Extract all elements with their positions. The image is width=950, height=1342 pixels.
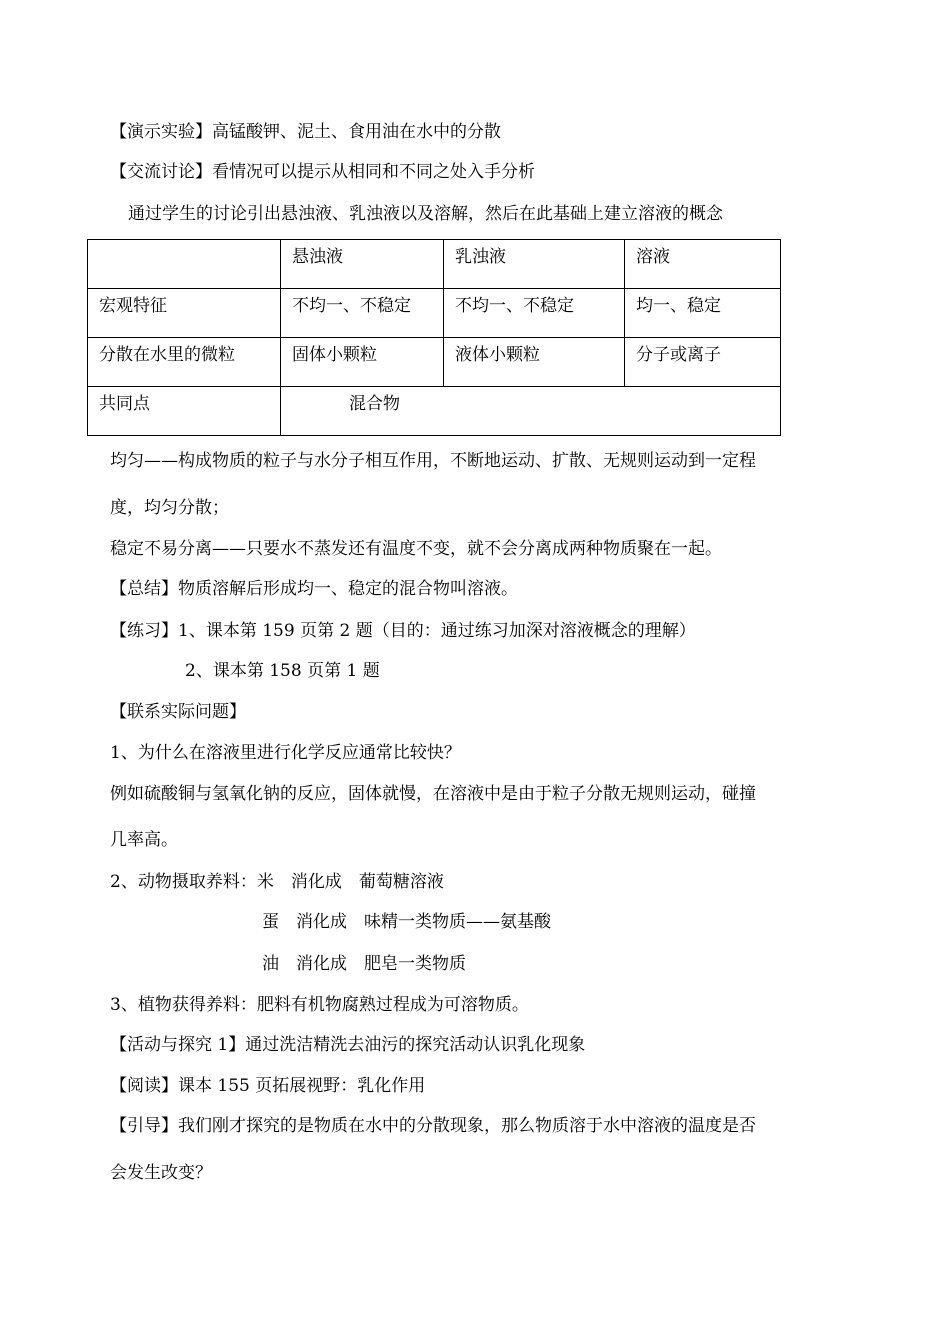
discussion-line: 【交流讨论】看情况可以提示从相同和不同之处入手分析	[110, 162, 535, 182]
question-1: 1、为什么在溶液里进行化学反应通常比较快？	[110, 743, 461, 763]
table-header-cell	[88, 240, 281, 289]
table-row	[88, 338, 781, 387]
question-2-oil: 油 消化成 肥皂一类物质	[262, 954, 466, 974]
comparison-table	[87, 239, 781, 436]
stable-line: 稳定不易分离——只要水不蒸发还有温度不变，就不会分离成两种物质聚在一起。	[110, 539, 722, 559]
question-2-egg: 蛋 消化成 味精一类物质——氨基酸	[262, 912, 551, 932]
table-cell: 分子或离子	[625, 338, 781, 387]
table-row	[88, 387, 781, 436]
exercise-line: 【练习】1、课本第 159 页第 2 题（目的：通过练习加深对溶液概念的理解）	[110, 621, 696, 641]
table-header-cell: 乳浊液	[444, 240, 625, 289]
table-cell: 不均一、不稳定	[444, 289, 625, 338]
table-cell: 共同点	[88, 387, 281, 436]
demo-experiment-line: 【演示实验】高锰酸钾、泥土、食用油在水中的分散	[110, 122, 501, 142]
guide-line-cont: 会发生改变？	[110, 1163, 212, 1183]
table-header-cell: 悬浊液	[281, 240, 444, 289]
table-cell: 均一、稳定	[625, 289, 781, 338]
example-line-cont: 几率高。	[110, 830, 178, 850]
activity-line: 【活动与探究 1】通过洗洁精洗去油污的探究活动认识乳化现象	[110, 1035, 586, 1055]
exercise-line-2: 2、课本第 158 页第 1 题	[185, 661, 380, 681]
reading-line: 【阅读】课本 155 页拓展视野：乳化作用	[110, 1076, 426, 1096]
example-line: 例如硫酸铜与氢氧化钠的反应，固体就慢，在溶液中是由于粒子分散无规则运动，碰撞	[110, 784, 756, 804]
table-header-row	[88, 240, 781, 289]
table-row	[88, 289, 781, 338]
question-3: 3、植物获得养料：肥料有机物腐熟过程成为可溶物质。	[110, 995, 529, 1015]
practical-heading: 【联系实际问题】	[110, 702, 246, 722]
table-cell: 不均一、不稳定	[281, 289, 444, 338]
table-cell: 固体小颗粒	[281, 338, 444, 387]
table-header-cell: 溶液	[625, 240, 781, 289]
summary-line: 【总结】物质溶解后形成均一、稳定的混合物叫溶液。	[110, 579, 518, 599]
intro-line: 通过学生的讨论引出悬浊液、乳浊液以及溶解，然后在此基础上建立溶液的概念	[128, 204, 723, 224]
table-cell: 分散在水里的微粒	[88, 338, 281, 387]
table-cell: 液体小颗粒	[444, 338, 625, 387]
guide-line: 【引导】我们刚才探究的是物质在水中的分散现象，那么物质溶于水中溶液的温度是否	[110, 1116, 756, 1136]
question-2: 2、动物摄取养料：米 消化成 葡萄糖溶液	[110, 872, 444, 892]
table-cell: 宏观特征	[88, 289, 281, 338]
uniform-line: 均匀——构成物质的粒子与水分子相互作用，不断地运动、扩散、无规则运动到一定程	[110, 451, 756, 471]
uniform-line-cont: 度，均匀分散；	[110, 498, 229, 518]
table-cell: 混合物	[281, 387, 781, 436]
